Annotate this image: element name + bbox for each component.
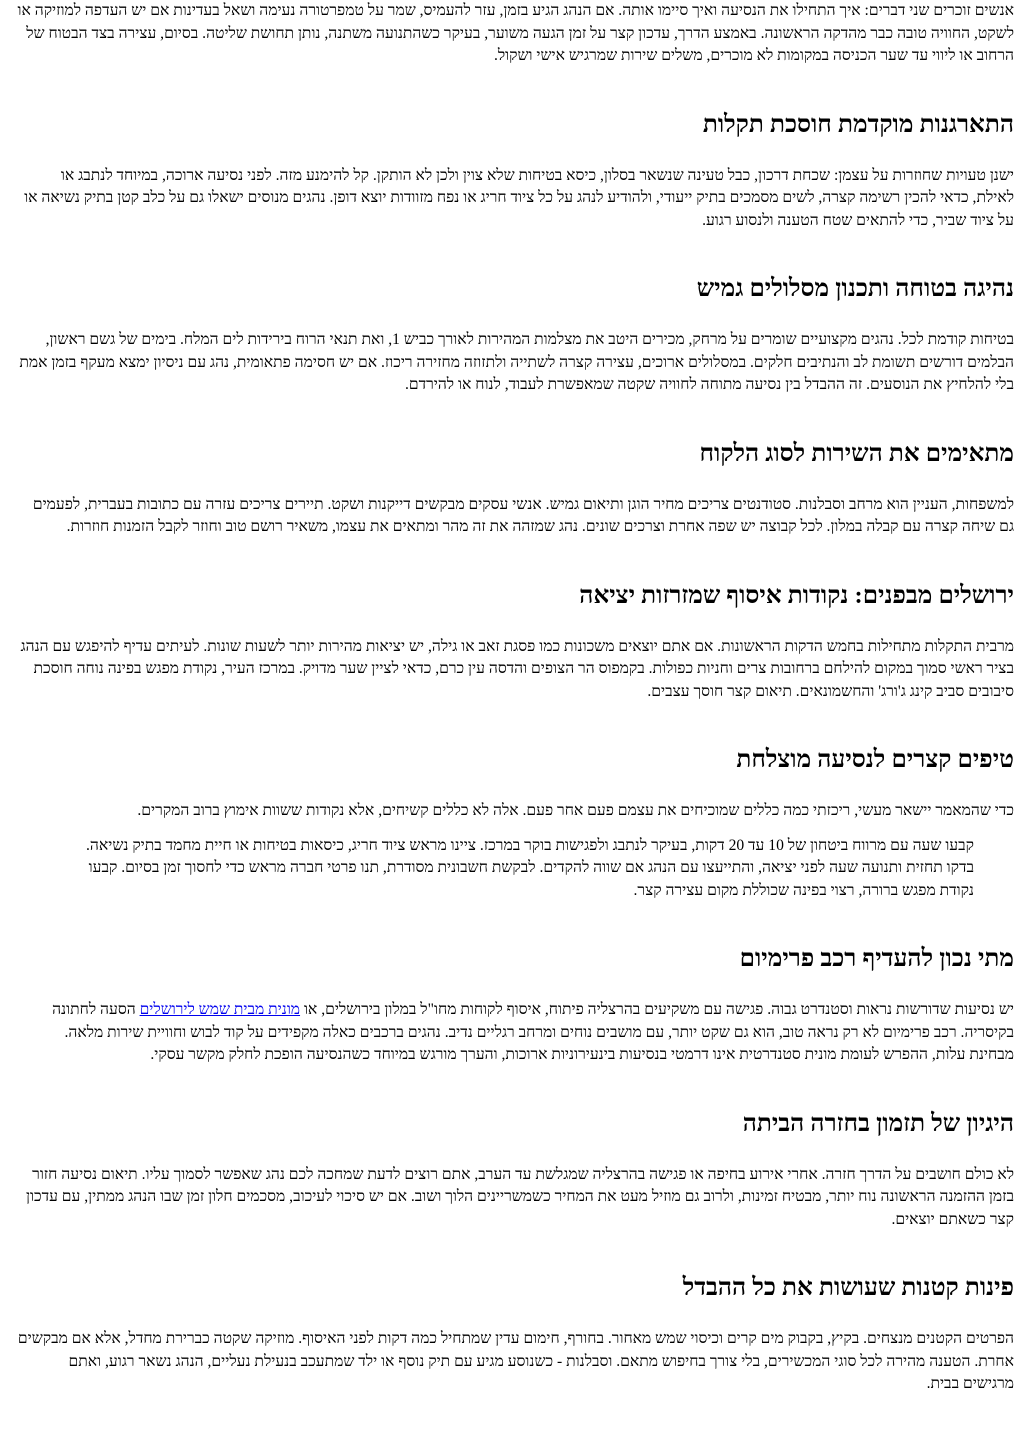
section-paragraph: לא כולם חושבים על הדרך חזרה. אחרי אירוע בחיפה או פגישה בהרצליה שמגלשת עד הערב, אתם רוצים לדעת שמחכה לכם נהג שאפשר לסמוך עליו. תיאום נסיעה חזור בזמן ההזמנה הראשונה נוח יותר, מבטיח זמינות, ולרוב גם מוזיל מעט את המחיר כשמשריינים הלוך ושוב. אם יש סיכוי לעיכוב, מסכמים חלון זמן שבו הנהג ממתין, עם עדכון קצר כשאתם יוצאים. <box>26 1165 1014 1228</box>
section-paragraph: בטיחות קודמת לכל. נהגים מקצועיים שומרים על מרחק, מכירים היטב את מצלמות המהירות לאורך כביש 1, ואת תנאי הרוח בירידות לים המלח. בימים של גשם ראשון, הבלמים דורשים תשומת לב והנתיבים חלקים. במסלולים ארוכים, עצירה קצרה לשתייה ולתזוזה מחזירה ריכוז. אם יש חסימה פתאומית, נהג עם ניסיון ימצא מעקף בזמן אמת בלי להלחיץ את הנוסעים. זה ההבדל בין נסיעה מתוחה לחוויה שקטה שמאפשרת לעבוד, לנוח או להירדם. <box>19 331 1014 393</box>
section-heading: טיפים קצרים לנסיעה מוצלחת <box>736 746 1014 773</box>
section-heading: ירושלים מבפנים: נקודות איסוף שמזרזות יציאה <box>579 581 1014 609</box>
beit-shemesh-jerusalem-taxi-link[interactable]: מונית מבית שמש לירושלים <box>139 1001 301 1018</box>
section-heading: נהיגה בטוחה ותכנון מסלולים גמיש <box>696 275 1014 302</box>
section-heading: מתי נכון להעדיף רכב פרימיום <box>739 945 1014 972</box>
section-paragraph: למשפחות, העניין הוא מרחב וסבלנות. סטודנטים צריכים מחיר הוגן ותיאום גמיש. אנשי עסקים מבקשים דייקנות ושקט. תיירים צריכים עזרה עם כתובות בעברית, לפעמים גם שיחה קצרה עם קבלה במלון. לכל קבוצה יש שפה אחרת וצרכים שונים. נהג שמזהה את זה מהר ומתאים את עצמו, משאיר רושם טוב וחוזר לקבל הזמנות חוזרות. <box>32 495 1014 535</box>
section-paragraph: ישנן טעויות שחוזרות על עצמן: שכחת דרכון, כבל טעינה שנשאר בסלון, כיסא בטיחות שלא צוין ולכן לא הותקן. קל להימנע מזה. לפני נסיעה ארוכה, במיוחד לנתבג או לאילת, כדאי להכין רשימה קצרה, לשים מסמכים בתיק ייעודי, ולהודיע לנהג על כל ציוד חריג או נפח מזוודות יוצא דופן. נהגים מנוסים ישאלו גם על כלב קטן בתיק נשיאה או על ציוד שביר, כדי להתאים שטח הטענה ולנסוע רגוע. <box>24 166 1014 229</box>
section-heading: היגיון של תזמון בחזרה הביתה <box>742 1109 1014 1137</box>
tips-quote-text: קבעו שעה עם מרווח ביטחון של 10 עד 20 דקות, בעיקר לנתבג ולפגישות בוקר במרכז. ציינו מראש ציוד חריג, כיסאות בטיחות או חיית מחמד בתיק נשיאה. בדקו תחזית ותנועה שעה לפני יציאה, והתייעצו עם הנהג אם שווה להקדים. לבקשת חשבונית מסודרת, תנו פרטי חברה מראש כדי לחסוך זמן בסיום. קבעו נקודת מפגש ברורה, רצוי בפינה שכוללת מקום עצירה קצר. <box>86 836 974 899</box>
section-heading: מתאימים את השירות לסוג הלקוח <box>699 439 1014 467</box>
paragraph-text-before-link: יש נסיעות שדורשות נראות וסטנדרט גבוה. פגישה עם משקיעים בהרצליה פיתוח, איסוף לקוחות מחו"ל במלון בירושלים, או <box>300 1001 1014 1018</box>
section-paragraph <box>16 999 1014 1067</box>
tips-blockquote <box>16 835 1014 903</box>
section-heading: פינות קטנות שעושות את כל ההבדל <box>682 1274 1014 1301</box>
section-heading: התארגנות מוקדמת חוסכת תקלות <box>702 110 1014 138</box>
section-paragraph: הפרטים הקטנים מנצחים. בקיץ, בקבוק מים קרים וכיסוי שמש מאחור. בחורף, חימום עדין שמתחיל כמה דקות לפני האיסוף. מוזיקה שקטה כברירת מחדל, אלא אם מבקשים אחרת. הטענה מהירה לכל סוגי המכשירים, בלי צורך בחיפוש מתאם. וסבלנות - כשנוסע מגיע עם תיק נוסף או ילד שמתעכב בנעילת נעליים, הנהג נשאר רגוע, ואתם מרגישים בבית. <box>17 1330 1014 1392</box>
section-paragraph: מרבית התקלות מתחילות בחמש הדקות הראשונות. אם אתם יוצאים משכונות כמו פסגת זאב או גילה, יש יציאות מהירות יותר לשעות שונות. לעיתים עדיף להיפגש עם הנהג בציר ראשי סמוך במקום להילחם ברחובות צרים וחניות כפולות. בקמפוס הר הצופים והדסה עין כרם, כדאי לציין שער מדויק. במרכז העיר, נקודת מפגש בפינה נוחה חוסכת סיבובים סביב קינג ג'ורג' והחשמונאים. תיאום קצר חוסך עצבים. <box>20 637 1014 700</box>
paragraph-text-after-link: הסעה לחתונה בקיסריה. רכב פרימיום לא רק נראה טוב, הוא גם שקט יותר, עם מושבים נוחים ומרחב רגליים נדיב. נהגים ברכבים כאלה מקפידים על קוד לבוש וחוויית שירות מלאה. מבחינת עלות, ההפרש לעומת מונית סטנדרטית אינו דרמטי בנסיעות בינעירוניות ארוכות, והערך מורגש במיוחד כשהנסיעה הופכת לחלק מקשר עסקי. <box>52 1001 1014 1063</box>
intro-paragraph: אנשים זוכרים שני דברים: איך התחילו את הנסיעה ואיך סיימו אותה. אם הנהג הגיע בזמן, עזר להעמיס, שמר על טמפרטורה נעימה ושאל בעדינות אם יש העדפה למוזיקה או לשקט, החוויה טובה כבר מהדקה הראשונה. באמצע הדרך, עדכון קצר על זמן הגעה משוער, בעיקר כשהתנועה משתנה, נותן תחושת שליטה. בסיום, עצירה בצד הבטוח של הרחוב או ליווי עד שער הכניסה במקומות לא מוכרים, משלים שירות שמרגיש אישי ושקול. <box>17 2 1014 64</box>
section-paragraph: כדי שהמאמר יישאר מעשי, ריכזתי כמה כללים שמוכיחים את עצמם פעם אחר פעם. אלה לא כללים קשיחים, אלא נקודות ששוות אימוץ ברוב המקרים. <box>137 802 1014 819</box>
